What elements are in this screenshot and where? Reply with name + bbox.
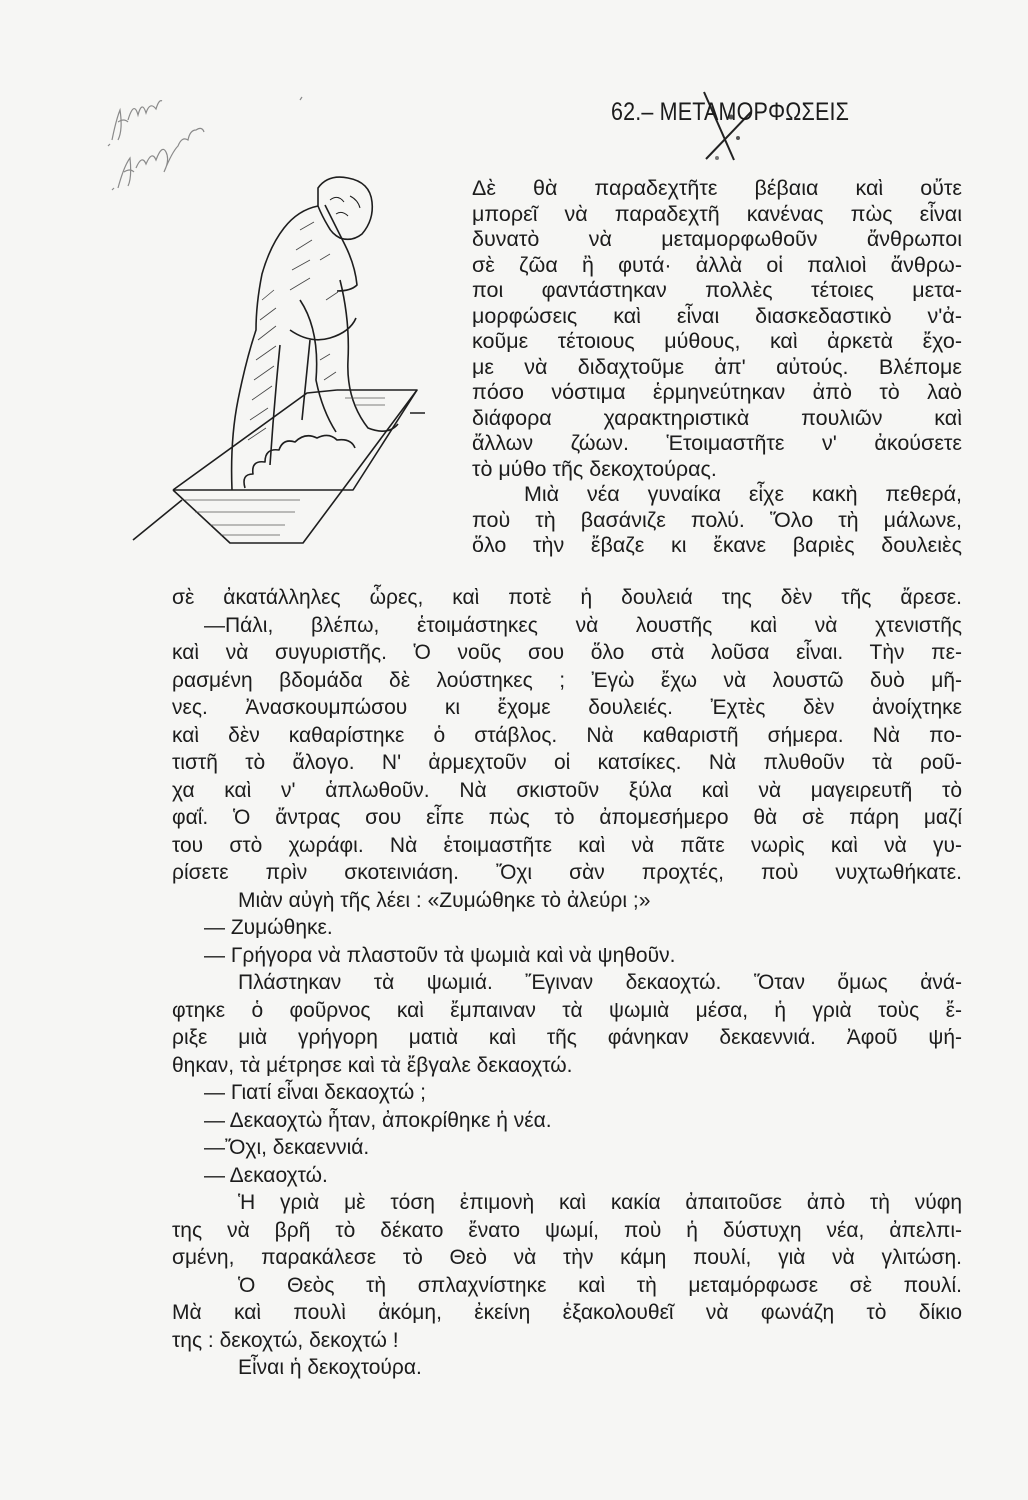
text-line: τὸ μύθο τῆς δεκοχτούρας. [472,456,717,481]
text-line: με νὰ διδαχτοῦμε ἀπ' αὐτούς. Βλέπομε [472,354,962,379]
text-line: ποὺ τὴ βασάνιζε πολύ. Ὅλο τὴ μάλωνε, [472,507,962,532]
text-line: ρίσετε πρὶν σκοτεινιάση. Ὄχι σὰν προχτές, ποὺ νυχτωθήκατε. [172,861,962,884]
text-line: Ὁ Θεὸς τὴ σπλαχνίστηκε καὶ τὴ μεταμόρφωσε σὲ πουλί. [238,1273,962,1297]
text-line: καὶ νὰ συγυριστῆς. Ὁ νοῦς σου ὅλο στὰ λοῦσα εἶναι. Τὴν πε- [172,641,962,664]
text-line: σὲ ἀκατάλληλες ὧρες, καὶ ποτὲ ἡ δουλειά της δὲν τῆς ἄρεσε. [172,586,962,609]
intro-column [472,176,962,559]
text-line: — Ζυμώθηκε. [204,916,333,939]
text-line: Πλάστηκαν τὰ ψωμιά. Ἔγιναν δεκαοχτώ. Ὅταν ὅμως ἀνά- [238,971,962,994]
text-line: ρασμένη βδομάδα δὲ λούστηκες ; Ἐγὼ ἔχω νὰ λουστῶ δυὸ μῆ- [172,668,962,692]
text-line: του στὸ χωράφι. Νὰ ἑτοιμαστῆτε καὶ νὰ πᾶτε νωρὶς καὶ νὰ γυ- [172,833,962,857]
page-title: 62.– ΜΕΤΑΜΟΡΦΩΣΕΙΣ [611,98,850,126]
text-line: φαΐ. Ὁ ἄντρας σου εἶπε πὼς τὸ ἀπομεσήμερο θὰ σὲ πάρη μαζί [172,806,962,829]
text-line: Μιὰν αὐγὴ τῆς λέει : «Ζυμώθηκε τὸ ἀλεύρι ;» [238,888,651,912]
text-line: μπορεῖ νὰ παραδεχτῆ κανένας πὼς εἶναι [472,201,962,226]
text-line: δυνατὸ νὰ μεταμορφωθοῦν ἄνθρωποι [472,227,962,251]
text-line: σὲ ζῶα ἢ φυτά· ἀλλὰ οἱ παλιοὶ ἄνθρω- [472,252,962,277]
text-line: πόσο νόστιμα ἑρμηνεύτηκαν ἀπὸ τὸ λαὸ [472,380,962,404]
text-line: σμένη, παρακάλεσε τὸ Θεὸ νὰ τὴν κάμη πουλί, γιὰ νὰ γλιτώση. [172,1246,962,1269]
text-line: καὶ δὲν καθαρίστηκε ὁ στάβλος. Νὰ καθαριστῆ σήμερα. Νὰ πο- [172,723,962,747]
text-line: — Δεκαοχτὼ ἦταν, ἀποκρίθηκε ἡ νέα. [204,1108,552,1132]
text-line: της : δεκοχτώ, δεκοχτώ ! [172,1328,399,1352]
text-line: μορφώσεις καὶ εἶναι διασκεδαστικὸ ν'ἀ- [472,303,962,328]
text-line: ποι φαντάστηκαν πολλὲς τέτοιες μετα- [472,278,962,302]
text-line: ριξε μιὰ γρήγορη ματιὰ καὶ τῆς φάνηκαν δεκαεννιά. Ἀφοῦ ψή- [172,1026,962,1049]
text-line: —Ὄχι, δεκαεννιά. [204,1136,370,1159]
text-line: θηκαν, τὰ μέτρησε καὶ τὰ ἔβγαλε δεκαοχτώ. [172,1053,573,1077]
text-line: Δὲ θὰ παραδεχτῆτε βέβαια καὶ οὔτε [472,176,962,200]
text-line: Μιὰ νέα γυναίκα εἶχε κακὴ πεθερά, [524,482,962,506]
text-line: κοῦμε τέτοιους μύθους, καὶ ἀρκετὰ ἔχο- [472,329,962,353]
text-line: — Γρήγορα νὰ πλαστοῦν τὰ ψωμιὰ καὶ νὰ ψηθοῦν. [204,943,676,967]
text-line: φτηκε ὁ φοῦρνος καὶ ἔμπαιναν τὰ ψωμιὰ μέσα, ἡ γριὰ τοὺς ἔ- [172,998,962,1022]
story-body [172,584,962,1382]
text-line: ὅλο τὴν ἔβαζε κι ἔκανε βαριὲς δουλειὲς [472,533,962,557]
text-line: νες. Ἀνασκουμπώσου κι ἔχομε δουλειές. Ἐχτὲς δὲν ἀνοίχτηκε [172,696,962,719]
text-line: — Δεκαοχτώ. [204,1163,328,1187]
text-line: —Πάλι, βλέπω, ἑτοιμάστηκες νὰ λουστῆς καὶ νὰ χτενιστῆς [204,613,962,637]
text-line: ἄλλων ζώων. Ἑτοιμαστῆτε ν' ἀκούσετε [472,431,962,455]
text-line: χα καὶ ν' ἁπλωθοῦν. Νὰ σκιστοῦν ξύλα καὶ νὰ μαγειρευτῆ τὸ [172,778,962,802]
text-line: Εἶναι ἡ δεκοχτούρα. [238,1356,422,1379]
text-line: Μὰ καὶ πουλὶ ἀκόμη, ἐκείνη ἐξακολουθεῖ νὰ φωνάζη τὸ δίκιο [172,1301,962,1324]
text-line: τιστῆ τὸ ἄλογο. Ν' ἀρμεχτοῦν οἱ κατσίκες. Νὰ πλυθοῦν τὰ ροῦ- [172,751,962,774]
text-line: της νὰ βρῆ τὸ δέκατο ἔνατο ψωμί, ποὺ ἡ δύστυχη νέα, ἀπελπι- [172,1218,962,1242]
text-line: Ἡ γριὰ μὲ τόση ἐπιμονὴ καὶ κακία ἀπαιτοῦσε ἀπὸ τὴ νύφη [238,1191,962,1214]
text-line: διάφορα χαρακτηριστικὰ πουλιῶν καὶ [472,405,962,430]
text-line: — Γιατί εἶναι δεκαοχτώ ; [204,1081,426,1104]
